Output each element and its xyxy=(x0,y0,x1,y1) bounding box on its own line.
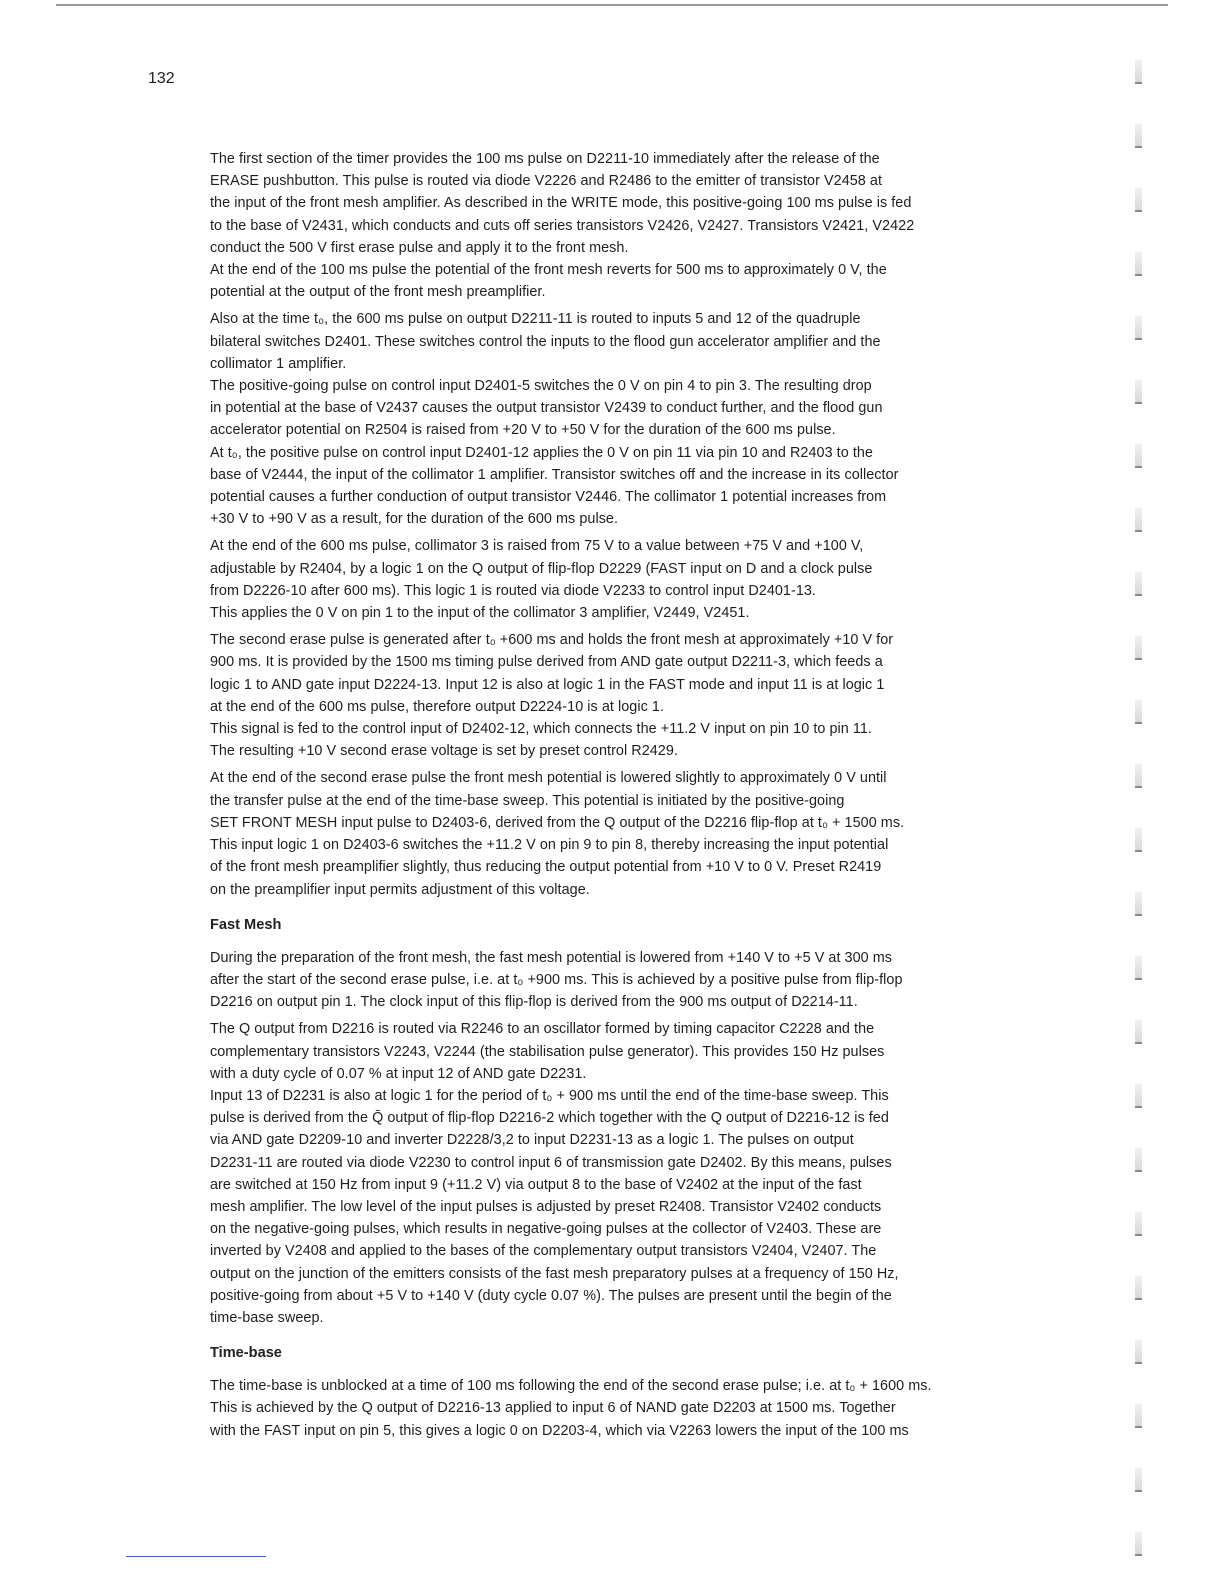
edge-mark xyxy=(1135,60,1142,84)
edge-mark xyxy=(1135,700,1142,724)
edge-mark xyxy=(1135,1276,1142,1300)
edge-mark xyxy=(1135,572,1142,596)
section-heading: Time-base xyxy=(210,1345,282,1362)
edge-mark xyxy=(1135,508,1142,532)
edge-mark xyxy=(1135,1084,1142,1108)
edge-mark xyxy=(1135,252,1142,276)
paragraph: At the end of the 100 ms pulse the potential of the front mesh reverts for 500 ms to approximately 0 V, the potential at the output of the front mesh preamplifier. xyxy=(210,262,887,301)
paragraph: At t₀, the positive pulse on control input D2401-12 applies the 0 V on pin 11 via pin 10 and R2403 to the base of V2444, the input of the collimator 1 amplifier. Transistor switches off and the increase in its collector potential causes a further conduction of output transistor V2446. The collimator 1 potential increases from +30 V to +90 V as a result, for the duration of the 600 ms pulse. xyxy=(210,444,899,528)
paragraph: At the end of the 600 ms pulse, collimator 3 is raised from 75 V to a value between +75 V and +100 V, adjustable by R2404, by a logic 1 on the Q output of flip-flop D2229 (FAST input on D and a clock pulse from D2226-10 after 600 ms). This logic 1 is routed via diode V2233 to control input D2401-13. xyxy=(210,538,873,599)
page-number: 132 xyxy=(148,70,175,87)
edge-mark xyxy=(1135,316,1142,340)
section-heading: Fast Mesh xyxy=(210,916,282,933)
paragraph: The second erase pulse is generated after t₀ +600 ms and holds the front mesh at approximately +10 V for 900 ms. It is provided by the 1500 ms timing pulse derived from AND gate output D2211-3, which feeds a logic 1 to AND gate input D2224-13. Input 12 is also at logic 1 in the FAST mode and input 11 is at logic 1 at the end of the 600 ms pulse, therefore output D2224-10 is at logic 1. xyxy=(210,632,894,715)
paragraph: Input 13 of D2231 is also at logic 1 for the period of t₀ + 900 ms until the end of the time-base sweep. This pulse is derived from the Q̄ output of flip-flop D2216-2 which together with the Q output of D2216-12 is fed via AND gate D2209-10 and inverter D2228/3,2 to input D2231-13 as a logic 1. The pulses on output D2231-11 are routed via diode V2230 to control input 6 of transmission gate D2402. By this means, pulses are switched at 150 Hz from input 9 (+11.2 V) via output 8 to the base of V2402 at the input of the fast mesh amplifier. The low level of the input pulses is adjusted by preset R2408. Transistor V2402 conducts on the negative-going pulses, which results in negative-going pulses at the collector of V2403. These are inverted by V2408 and applied to the bases of the complementary output transistors V2404, V2407. The output on the junction of the emitters consists of the fast mesh preparatory pulses at a frequency of 150 Hz, positive-going from about +5 V to +140 V (duty cycle 0.07 %). The pulses are present until the begin of the time-base sweep. xyxy=(210,1087,899,1326)
edge-mark xyxy=(1135,1020,1142,1044)
edge-mark xyxy=(1135,380,1142,404)
paragraph: The time-base is unblocked at a time of 100 ms following the end of the second erase pulse; i.e. at t₀ + 1600 ms. This is achieved by the Q output of D2216-13 applied to input 6 of NAND gate D2203 at 1500 ms. Together with the FAST input on pin 5, this gives a logic 0 on D2203-4, which via V2263 lowers the input of the 100 ms xyxy=(210,1378,932,1439)
edge-mark xyxy=(1135,956,1142,980)
paragraph: The Q output from D2216 is routed via R2246 to an oscillator formed by timing capacitor C2228 and the complementary transistors V2243, V2244 (the stabilisation pulse generator). This provides 150 Hz pulses with a duty cycle of 0.07 % at input 12 of AND gate D2231. xyxy=(210,1021,885,1082)
paragraph: This applies the 0 V on pin 1 to the input of the collimator 3 amplifier, V2449, V2451. xyxy=(210,605,750,622)
edge-mark xyxy=(1135,1148,1142,1172)
paragraph: The positive-going pulse on control input D2401-5 switches the 0 V on pin 4 to pin 3. The resulting drop in potential at the base of V2437 causes the output transistor V2439 to conduct further, and the flood gun accelerator potential on R2504 is raised from +20 V to +50 V for the duration of the 600 ms pulse. xyxy=(210,378,883,439)
paragraph: At the end of the second erase pulse the front mesh potential is lowered slightly to approximately 0 V until the transfer pulse at the end of the time-base sweep. This potential is initiated by the positive-going SET FRONT MESH input pulse to D2403-6, derived from the Q output of the D2216 flip-flop at t₀ + 1500 ms. This input logic 1 on D2403-6 switches the +11.2 V on pin 9 to pin 8, thereby increasing the input potential of the front mesh preamplifier slightly, thus reducing the output potential from +10 V to 0 V. Preset R2419 on the preamplifier input permits adjustment of this voltage. xyxy=(210,770,905,898)
body-text-column xyxy=(210,148,1060,1447)
paragraph: During the preparation of the front mesh, the fast mesh potential is lowered from +140 V to +5 V at 300 ms after the start of the second erase pulse, i.e. at t₀ +900 ms. This is achieved by a positive pulse from flip-flop D2216 on output pin 1. The clock input of this flip-flop is derived from the 900 ms output of D2214-11. xyxy=(210,949,903,1011)
edge-mark xyxy=(1135,124,1142,148)
edge-mark xyxy=(1135,892,1142,916)
edge-mark xyxy=(1135,188,1142,212)
edge-mark xyxy=(1135,764,1142,788)
edge-mark xyxy=(1135,1404,1142,1428)
edge-mark xyxy=(1135,828,1142,852)
paragraph: The first section of the timer provides the 100 ms pulse on D2211-10 immediately after the release of the ERASE pushbutton. This pulse is routed via diode V2226 and R2486 to the emitter of transistor V2458 at the input of the front mesh amplifier. As described in the WRITE mode, this positive-going 100 ms pulse is fed to the base of V2431, which conducts and cuts off series transistors V2426, V2427. Transistors V2421, V2422 conduct the 500 V first erase pulse and apply it to the front mesh. xyxy=(210,151,915,256)
footnote-rule xyxy=(126,1556,266,1557)
edge-mark xyxy=(1135,636,1142,660)
edge-mark xyxy=(1135,1468,1142,1492)
edge-mark xyxy=(1135,1532,1142,1556)
edge-mark xyxy=(1135,1212,1142,1236)
edge-mark xyxy=(1135,444,1142,468)
top-border-rule xyxy=(56,4,1168,6)
paragraph: Also at the time t₀, the 600 ms pulse on output D2211-11 is routed to inputs 5 and 12 of the quadruple bilateral switches D2401. These switches control the inputs to the flood gun accelerator amplifier and the collimator 1 amplifier. xyxy=(210,311,881,372)
paragraph: This signal is fed to the control input of D2402-12, which connects the +11.2 V input on pin 10 to pin 11. The resulting +10 V second erase voltage is set by preset control R2429. xyxy=(210,721,872,760)
binding-edge-marks xyxy=(1132,40,1146,1560)
edge-mark xyxy=(1135,1340,1142,1364)
